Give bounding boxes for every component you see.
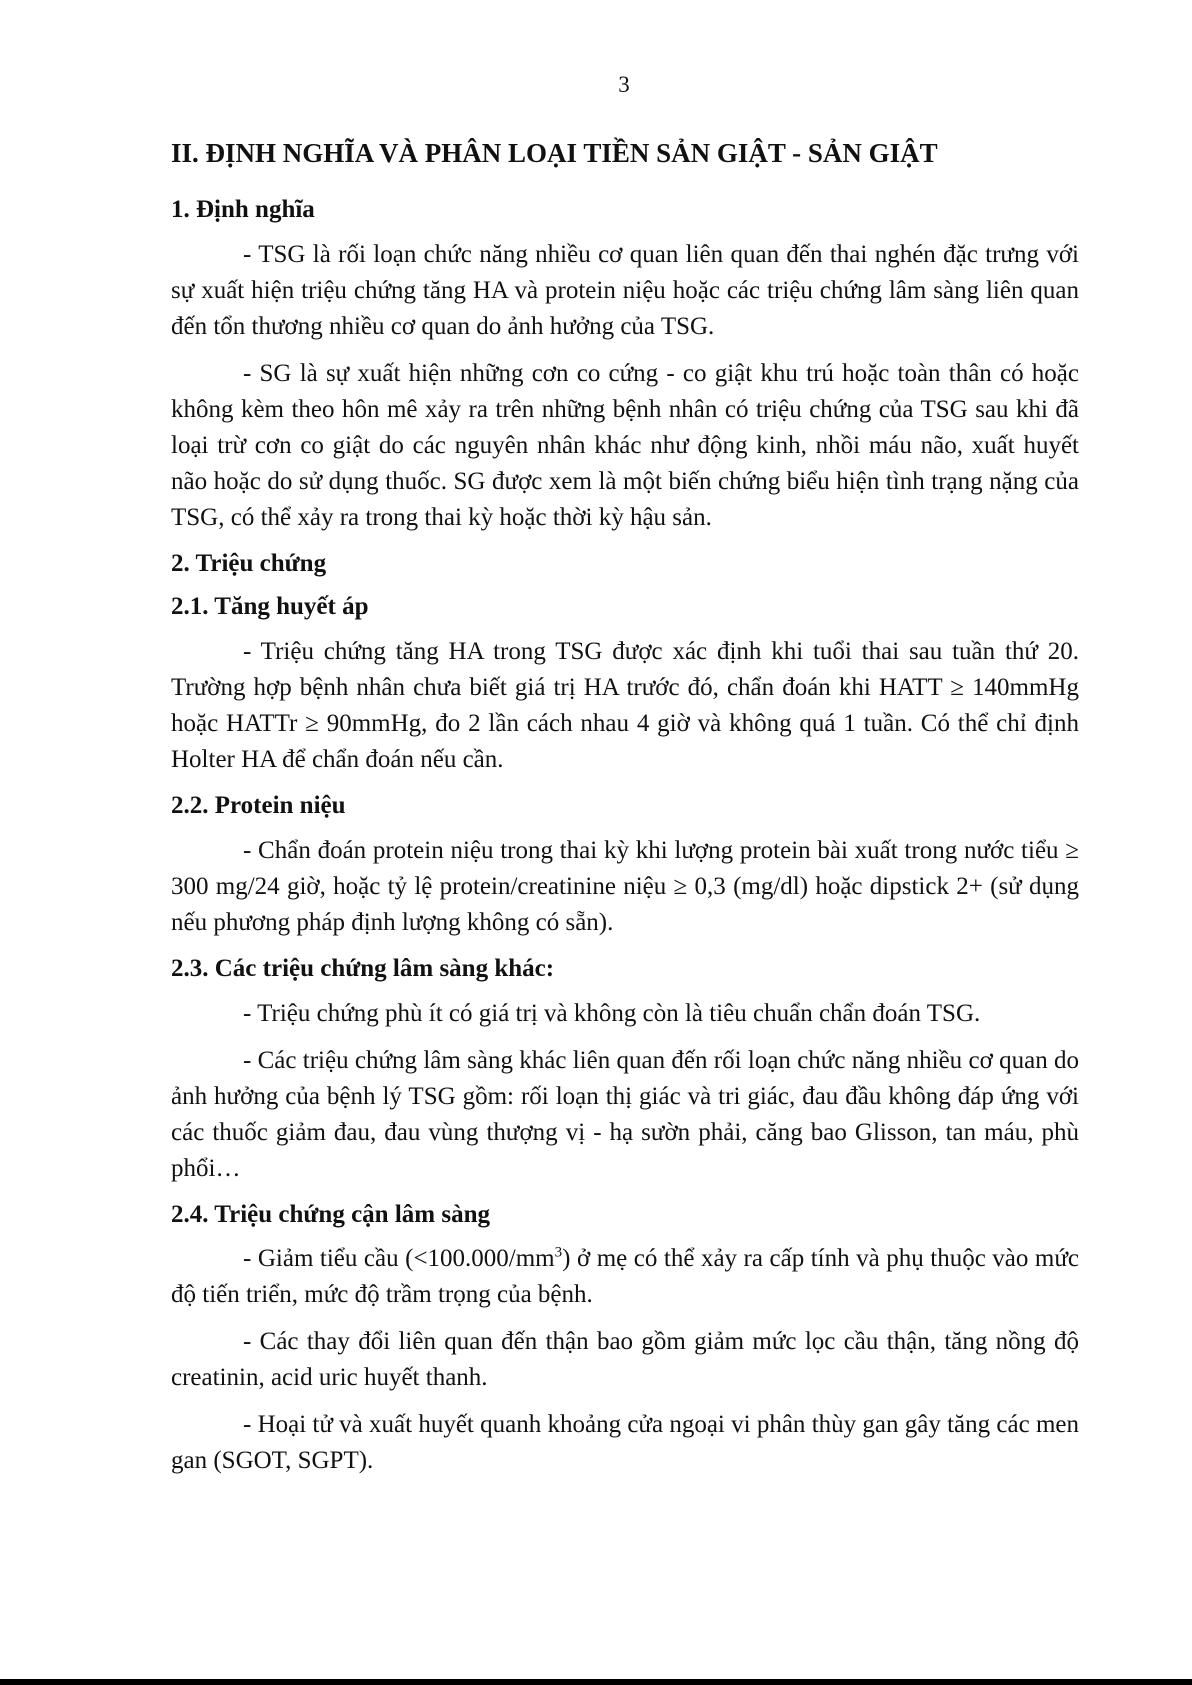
document-body bbox=[171, 137, 1079, 1490]
page-number: 3 bbox=[618, 72, 630, 97]
paragraph-thrombocytopenia bbox=[171, 1241, 1079, 1313]
paragraph-liver-changes: - Hoại tử và xuất huyết quanh khoảng cửa ngoại vi phân thùy gan gây tăng các men gan (SGOT, SGPT). bbox=[171, 1411, 1079, 1475]
paragraph-thrombocytopenia-end: ) ở mẹ có thể xảy ra cấp tính và phụ thuộc vào mức độ tiến triển, mức độ trầm trọng của bệnh. bbox=[171, 1245, 1080, 1309]
section-heading-hypertension: 2.1. Tăng huyết áp bbox=[171, 593, 369, 621]
paragraph-tsg-definition: - TSG là rối loạn chức năng nhiều cơ quan liên quan đến thai nghén đặc trưng với sự xuất hiện triệu chứng tăng HA và protein niệu hoặc các triệu chứng lâm sàng liên quan đến tổn thương nhiều cơ quan do ảnh hưởng của TSG. bbox=[171, 240, 1079, 340]
bottom-border bbox=[0, 1679, 1192, 1685]
paragraph-hypertension: - Triệu chứng tăng HA trong TSG được xác định khi tuổi thai sau tuần thứ 20. Trường hợp bệnh nhân chưa biết giá trị HA trước đó, chẩn đoán khi HATT ≥ 140mmHg hoặc HATTr ≥ 90mmHg, đo 2 lần cách nhau 4 giờ và không quá 1 tuần. Có thể chỉ định Holter HA để chẩn đoán nếu cần. bbox=[171, 638, 1079, 773]
paragraph-proteinuria: - Chẩn đoán protein niệu trong thai kỳ khi lượng protein bài xuất trong nước tiểu ≥ 300 mg/24 giờ, hoặc tỷ lệ protein/creatinine niệu ≥ 0,3 (mg/dl) hoặc dipstick 2+ (sử dụng nếu phương pháp định lượng không có sẵn). bbox=[171, 836, 1079, 936]
page-title: II. ĐỊNH NGHĨA VÀ PHÂN LOẠI TIỀN SẢN GIẬT - SẢN GIẬT bbox=[171, 138, 938, 168]
paragraph-edema: - Triệu chứng phù ít có giá trị và không còn là tiêu chuẩn chẩn đoán TSG. bbox=[243, 999, 981, 1027]
superscript-exponent: 3 bbox=[554, 1244, 563, 1261]
section-heading-other-clinical: 2.3. Các triệu chứng lâm sàng khác: bbox=[171, 954, 555, 982]
paragraph-other-clinical: - Các triệu chứng lâm sàng khác liên quan đến rối loạn chức năng nhiều cơ quan do ảnh hưởng của bệnh lý TSG gồm: rối loạn thị giác và tri giác, đau đầu không đáp ứng với các thuốc giảm đau, đau vùng thượng vị - hạ sườn phải, căng bao Glisson, tan máu, phù phổi… bbox=[171, 1046, 1079, 1182]
section-heading-symptoms: 2. Triệu chứng bbox=[171, 549, 327, 577]
section-heading-proteinuria: 2.2. Protein niệu bbox=[171, 792, 346, 819]
section-heading-definition: 1. Định nghĩa bbox=[171, 195, 315, 223]
paragraph-kidney-changes: - Các thay đổi liên quan đến thận bao gồm giảm mức lọc cầu thận, tăng nồng độ creatinin, acid uric huyết thanh. bbox=[171, 1328, 1079, 1392]
paragraph-sg-definition: - SG là sự xuất hiện những cơn co cứng - co giật khu trú hoặc toàn thân có hoặc không kèm theo hôn mê xảy ra trên những bệnh nhân có triệu chứng của TSG sau khi đã loại trừ cơn co giật do các nguyên nhân khác như động kinh, nhồi máu não, xuất huyết não hoặc do sử dụng thuốc. SG được xem là một biến chứng biểu hiện tình trạng nặng của TSG, có thể xảy ra trong thai kỳ hoặc thời kỳ hậu sản. bbox=[171, 359, 1079, 531]
paragraph-thrombocytopenia-start: - Giảm tiểu cầu (<100.000/mm bbox=[243, 1245, 555, 1273]
section-heading-paraclinical: 2.4. Triệu chứng cận lâm sàng bbox=[171, 1200, 490, 1228]
